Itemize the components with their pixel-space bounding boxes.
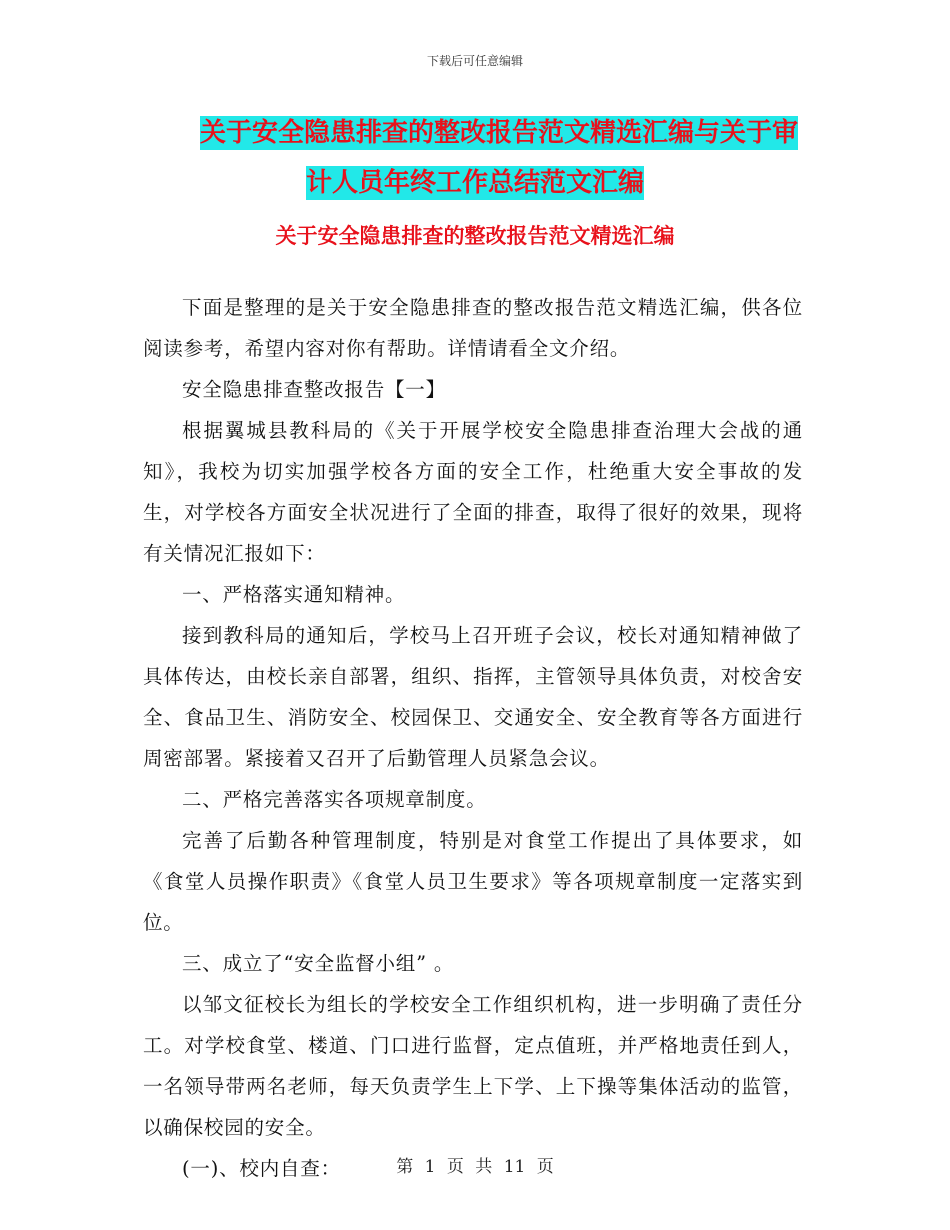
paragraph-background: 根据翼城县教科局的《关于开展学校安全隐患排查治理大会战的通知》，我校为切实加强学校各方面的安全工作，杜绝重大安全事故的发生，对学校各方面安全状况进行了全面的排查，取得了很好的效果，现将有关情况汇报如下： [143, 419, 803, 565]
header-note: 下载后可任意编辑 [426, 54, 523, 68]
paragraph-heading-1: 一、严格落实通知精神。 [182, 583, 406, 606]
document-title-line-2 [0, 158, 950, 208]
title-highlight-2: 计人员年终工作总结范文汇编 [305, 168, 644, 198]
paragraph-content-1: 接到教科局的通知后，学校马上召开班子会议，校长对通知精神做了具体传达，由校长亲自部署，组织、指挥，主管领导具体负责，对校舍安全、食品卫生、消防安全、校园保卫、交通安全、安全教育等各方面进行周密部署。紧接着又召开了后勤管理人员紧急会议。 [143, 624, 803, 770]
page-number-footer: 第 1 页 共 11 页 [396, 1157, 554, 1177]
paragraph-subheading: (一)、校内自查： [182, 1157, 341, 1180]
document-title-line-1 [0, 108, 950, 158]
paragraph-report-heading: 安全隐患排查整改报告【一】 [182, 378, 446, 401]
paragraph-intro: 下面是整理的是关于安全隐患排查的整改报告范文精选汇编，供各位阅读参考，希望内容对你有帮助。详情请看全文介绍。 [143, 296, 803, 360]
document-title [0, 108, 950, 208]
section-title: 关于安全隐患排查的整改报告范文精选汇编 [275, 224, 675, 248]
paragraph-content-3: 以邹文征校长为组长的学校安全工作组织机构，进一步明确了责任分工。对学校食堂、楼道、门口进行监督，定点值班，并严格地责任到人，一名领导带两名老师，每天负责学生上下学、上下操等集体活动的监管，以确保校园的安全。 [143, 993, 803, 1139]
paragraph-heading-3: 三、成立了“安全监督小组” 。 [182, 952, 455, 975]
title-highlight-1: 关于安全隐患排查的整改报告范文精选汇编与关于审 [199, 118, 798, 148]
body-text [143, 287, 803, 1189]
paragraph-content-2: 完善了后勤各种管理制度，特别是对食堂工作提出了具体要求，如《食堂人员操作职责》《食堂人员卫生要求》等各项规章制度一定落实到位。 [143, 829, 803, 934]
paragraph-heading-2: 二、严格完善落实各项规章制度。 [182, 788, 487, 811]
